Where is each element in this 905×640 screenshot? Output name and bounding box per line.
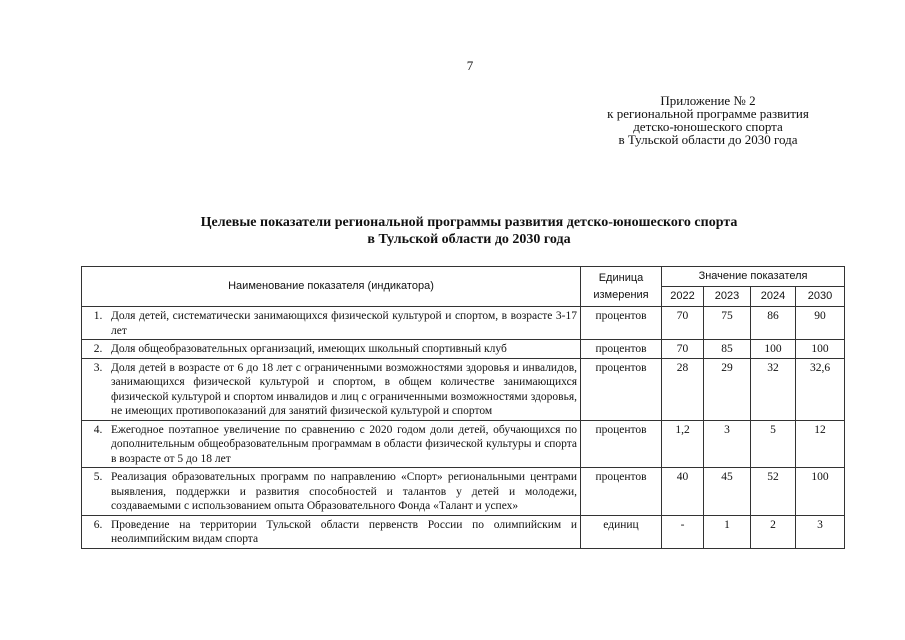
table-row bbox=[82, 515, 845, 548]
indicator-name-cell bbox=[82, 358, 581, 420]
header-unit-line: измерения bbox=[593, 288, 649, 301]
value-cell: 40 bbox=[662, 468, 704, 516]
value-cell: 85 bbox=[704, 340, 751, 359]
table-row bbox=[82, 340, 845, 359]
row-number: 6. bbox=[93, 518, 103, 531]
indicator-name-cell bbox=[82, 307, 581, 340]
appendix-line: в Тульской области до 2030 года bbox=[618, 132, 798, 147]
title-line-2: в Тульской области до 2030 года bbox=[367, 232, 571, 247]
indicator-name: Реализация образовательных программ по направлению «Спорт» региональными центрами выявления, поддержки и развития способностей и талантов у детей и молодежи, создаваемыми с использованием опыта Образовательного Фонда «Талант и успех» bbox=[111, 471, 577, 512]
appendix-note bbox=[590, 94, 826, 146]
value-cell: 1,2 bbox=[662, 420, 704, 468]
row-number: 3. bbox=[93, 361, 103, 374]
unit-cell: процентов bbox=[581, 358, 662, 420]
header-unit-line: Единица bbox=[598, 271, 644, 284]
row-number: 1. bbox=[93, 310, 103, 322]
unit-cell: процентов bbox=[581, 340, 662, 359]
appendix-line: Приложение № 2 bbox=[660, 93, 756, 108]
header-value-group: Значение показателя bbox=[662, 267, 845, 287]
header-year: 2030 bbox=[796, 287, 845, 307]
indicator-name-cell bbox=[82, 468, 581, 516]
value-cell: 3 bbox=[704, 420, 751, 468]
header-year: 2023 bbox=[704, 287, 751, 307]
value-cell: 100 bbox=[796, 340, 845, 359]
indicator-name-cell bbox=[82, 515, 581, 548]
header-year: 2024 bbox=[751, 287, 796, 307]
value-cell: 12 bbox=[796, 420, 845, 468]
value-cell: 32,6 bbox=[796, 358, 845, 420]
indicator-name: Доля общеобразовательных организаций, имеющих школьный спортивный клуб bbox=[111, 343, 507, 355]
appendix-line: к региональной программе развития bbox=[607, 106, 809, 121]
value-cell: 75 bbox=[704, 307, 751, 340]
value-cell: 32 bbox=[751, 358, 796, 420]
value-cell: 3 bbox=[796, 515, 845, 548]
value-cell: 100 bbox=[796, 468, 845, 516]
row-number: 2. bbox=[93, 343, 103, 355]
table-row bbox=[82, 420, 845, 468]
table-row bbox=[82, 468, 845, 516]
unit-cell: процентов bbox=[581, 468, 662, 516]
value-cell: 100 bbox=[751, 340, 796, 359]
value-cell: 70 bbox=[662, 340, 704, 359]
unit-cell: процентов bbox=[581, 420, 662, 468]
indicator-name-cell bbox=[82, 340, 581, 359]
appendix-line: детско-юношеского спорта bbox=[633, 119, 783, 134]
value-cell: 86 bbox=[751, 307, 796, 340]
value-cell: 1 bbox=[704, 515, 751, 548]
value-cell: 2 bbox=[751, 515, 796, 548]
header-unit bbox=[581, 267, 662, 307]
indicators-table bbox=[81, 266, 845, 549]
header-year: 2022 bbox=[662, 287, 704, 307]
value-cell: 28 bbox=[662, 358, 704, 420]
value-cell: 70 bbox=[662, 307, 704, 340]
indicator-name: Проведение на территории Тульской области первенств России по олимпийским и неолимпийским видам спорта bbox=[111, 518, 577, 545]
unit-cell: единиц bbox=[581, 515, 662, 548]
indicator-name: Ежегодное поэтапное увеличение по сравнению с 2020 годом доли детей, обучающихся по дополнительным общеобразовательным программам в области физической культуры и спорта в возрасте от 5 до 18 лет bbox=[111, 423, 577, 465]
value-cell: 5 bbox=[751, 420, 796, 468]
indicator-name: Доля детей, систематически занимающихся физической культурой и спортом, в возрасте 3-17 лет bbox=[111, 310, 577, 337]
value-cell: 45 bbox=[704, 468, 751, 516]
value-cell: 90 bbox=[796, 307, 845, 340]
table-row bbox=[82, 358, 845, 420]
value-cell: 52 bbox=[751, 468, 796, 516]
page-number: 7 bbox=[466, 58, 474, 73]
indicator-name: Доля детей в возрасте от 6 до 18 лет с ограниченными возможностями здоровья и инвалидов, занимающихся физической культурой и спортом, в общем количестве занимающихся физической культурой и спортом инвалидов и лиц с ограниченными возможностями здоровья, не имеющих противопоказаний для занятий физической культурой и спортом bbox=[111, 361, 577, 417]
title-line-1: Целевые показатели региональной программы развития детско-юношеского спорта bbox=[200, 215, 738, 230]
unit-cell: процентов bbox=[581, 307, 662, 340]
row-number: 4. bbox=[93, 423, 103, 436]
value-cell: - bbox=[662, 515, 704, 548]
header-indicator-name: Наименование показателя (индикатора) bbox=[82, 267, 581, 307]
indicator-name-cell bbox=[82, 420, 581, 468]
document-title bbox=[80, 214, 858, 248]
row-number: 5. bbox=[93, 471, 103, 483]
table-row bbox=[82, 307, 845, 340]
value-cell: 29 bbox=[704, 358, 751, 420]
